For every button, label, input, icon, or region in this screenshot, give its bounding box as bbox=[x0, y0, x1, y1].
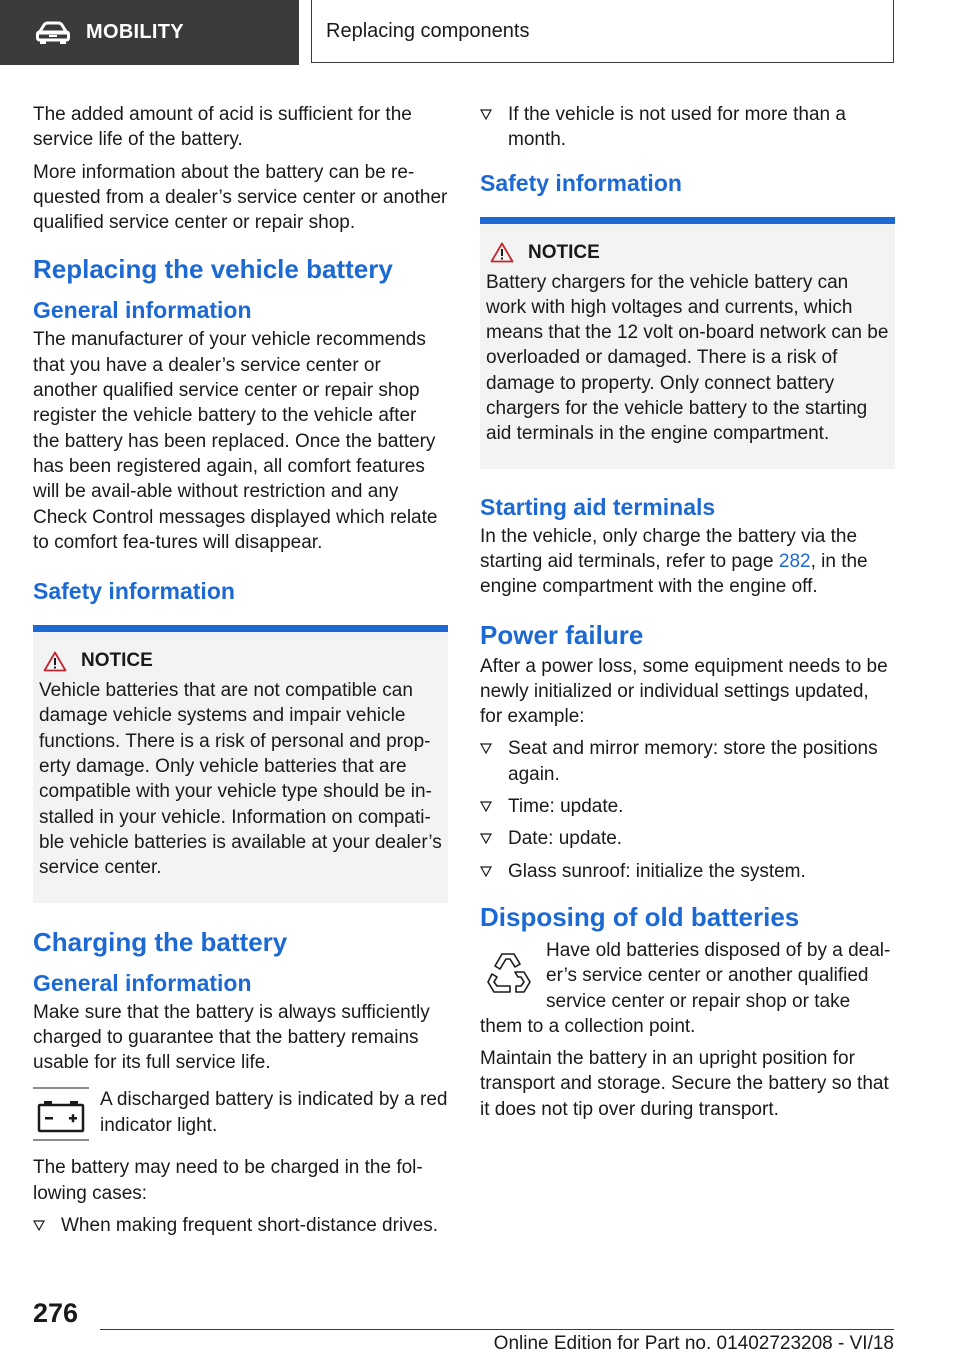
list-item: Date: update. bbox=[480, 826, 895, 851]
page-number: 276 bbox=[33, 1298, 79, 1328]
list-item: Glass sunroof: initialize the system. bbox=[480, 859, 895, 884]
notice-label: NOTICE bbox=[528, 241, 600, 263]
heading-safety-information: Safety information bbox=[33, 578, 235, 605]
right-column bbox=[480, 102, 895, 1129]
power-failure-text: After a power loss, some equipment needs to be newly initialized or individual settings updated, for example: bbox=[480, 655, 888, 728]
footer-divider bbox=[100, 1329, 894, 1330]
triangle-bullet-icon bbox=[480, 833, 492, 844]
footer-edition: Online Edition for Part no. 01402723208 - VI/18 bbox=[493, 1333, 894, 1354]
notice-box bbox=[33, 625, 448, 902]
notice-content bbox=[33, 632, 448, 902]
list-item: When making frequent short-distance drives. bbox=[33, 1213, 448, 1238]
header-section-tab bbox=[0, 0, 299, 65]
section-title: MOBILITY bbox=[86, 21, 184, 43]
battery-icon bbox=[33, 1087, 89, 1141]
battery-indicator-text: A discharged battery is indicated by a red indicator light. bbox=[100, 1089, 448, 1136]
charging-text: Make sure that the battery is always sufficiently charged to guarantee that the battery remains usable for its full service life. bbox=[33, 1001, 430, 1074]
triangle-bullet-icon bbox=[480, 743, 492, 754]
notice-box bbox=[480, 217, 895, 469]
cases-list bbox=[33, 1213, 448, 1238]
list-item: Time: update. bbox=[480, 794, 895, 819]
heading-general-information: General information bbox=[33, 969, 252, 996]
recycle-icon bbox=[480, 944, 536, 1000]
heading-power-failure: Power failure bbox=[480, 619, 644, 650]
disposing-text: Have old batteries disposed of by a deal-er’s service center or another qualified service center or repair shop or take them to a collection point. bbox=[480, 939, 891, 1037]
list-item: Seat and mirror memory: store the positions again. bbox=[480, 736, 895, 787]
notice-label: NOTICE bbox=[81, 650, 153, 672]
notice-text: Vehicle batteries that are not compatible can damage vehicle systems and impair vehicle functions. There is a risk of personal and prop-erty damage. Only vehicle batteries that are compatible with your vehicle type should be in-stalled in your vehicle. Information on compati-ble vehicle batteries is available at your dealer’s service center. bbox=[39, 680, 442, 879]
heading-charging-battery: Charging the battery bbox=[33, 926, 288, 957]
notice-title bbox=[39, 650, 442, 672]
page-link[interactable]: 282 bbox=[778, 550, 811, 572]
header-chapter-tab bbox=[311, 0, 894, 63]
heading-starting-aid-terminals: Starting aid terminals bbox=[480, 493, 716, 520]
left-column bbox=[33, 102, 448, 1245]
intro-paragraph: More information about the battery can be re-quested from a dealer’s service center or another qualified service center or repair shop. bbox=[33, 161, 448, 234]
chapter-title: Replacing components bbox=[326, 19, 530, 42]
heading-disposing-batteries: Disposing of old batteries bbox=[480, 901, 800, 932]
heading-replacing-battery: Replacing the vehicle battery bbox=[33, 254, 393, 285]
cases-intro: The battery may need to be charged in the fol-lowing cases: bbox=[33, 1157, 423, 1204]
triangle-bullet-icon bbox=[480, 866, 492, 877]
intro-paragraph: The added amount of acid is sufficient for the service life of the battery. bbox=[33, 104, 412, 151]
cases-list-continued bbox=[480, 102, 895, 153]
triangle-bullet-icon bbox=[33, 1220, 45, 1231]
warning-icon bbox=[43, 651, 67, 672]
warning-icon bbox=[490, 242, 514, 263]
general-information-text: The manufacturer of your vehicle recommends that you have a dealer’s service center or another qualified service center or repair shop register the vehicle battery to the vehicle after the battery has been replaced. Once the battery has been registered again, all comfort features will be avail-able without restriction and any Check Control messages displayed which relate to comfort fea-tures will disappear. bbox=[33, 329, 438, 553]
battery-indicator-paragraph bbox=[33, 1087, 448, 1141]
car-icon bbox=[36, 21, 70, 45]
triangle-bullet-icon bbox=[480, 801, 492, 812]
notice-bar bbox=[33, 625, 448, 632]
heading-safety-information: Safety information bbox=[480, 169, 682, 196]
notice-bar bbox=[480, 217, 895, 224]
disposing-paragraph bbox=[480, 938, 895, 1039]
starting-aid-text: In the vehicle, only charge the battery via the starting aid terminals, refer to page 282, in the engine compartment with the engine off. bbox=[480, 525, 868, 598]
notice-content bbox=[480, 224, 895, 469]
heading-general-information: General information bbox=[33, 297, 252, 324]
notice-text: Battery chargers for the vehicle battery can work with high voltages and currents, which means that the 12 volt on-board network can be overloaded or damaged. There is a risk of damage to property. Only connect battery chargers for the vehicle battery to the starting aid terminals in the engine compartment. bbox=[486, 271, 889, 445]
list-item: If the vehicle is not used for more than a month. bbox=[480, 102, 895, 153]
notice-title bbox=[486, 242, 889, 264]
maintain-text: Maintain the battery in an upright position for transport and storage. Secure the battery so that it does not tip over during transport. bbox=[480, 1048, 889, 1120]
triangle-bullet-icon bbox=[480, 109, 492, 120]
power-items-list bbox=[480, 736, 895, 883]
